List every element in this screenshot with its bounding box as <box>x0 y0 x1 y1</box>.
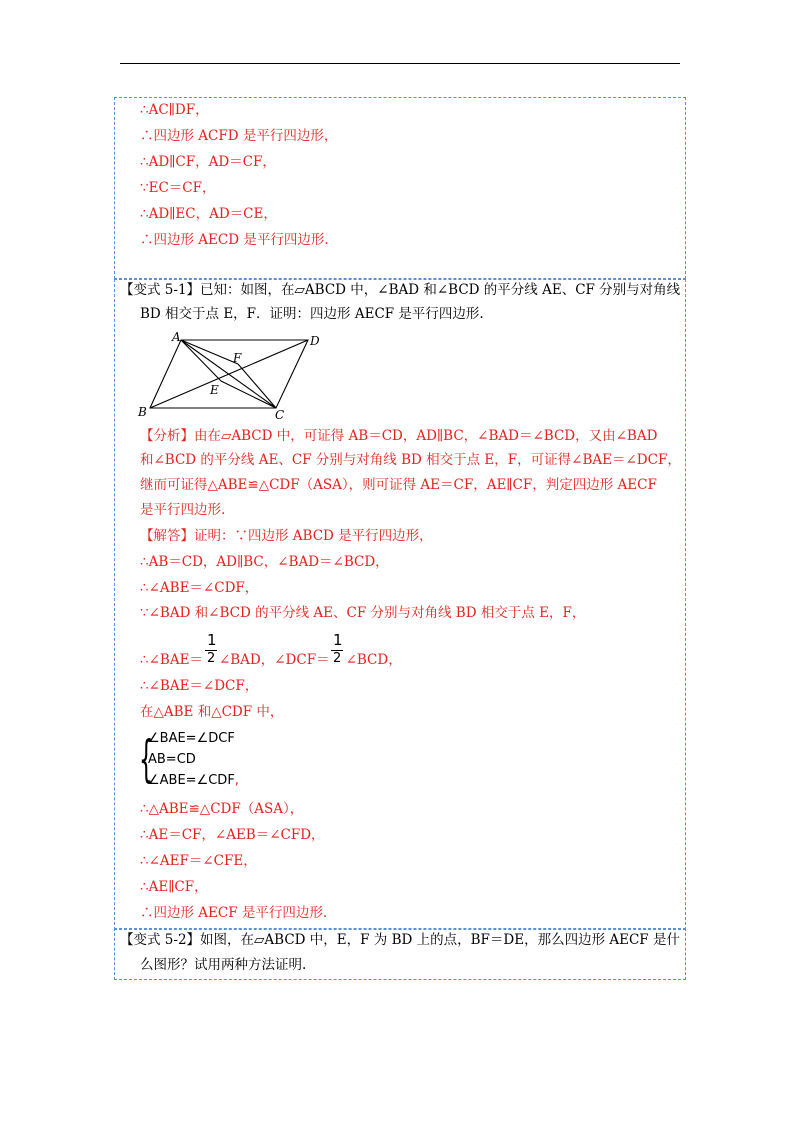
system-eq-3-comma: , <box>234 773 239 788</box>
problem-text: 已知：如图，在▱ABCD 中，∠BAD 和∠BCD 的平分线 AE、CF 分别与对角线 <box>200 282 681 298</box>
system-brace: { <box>139 730 154 788</box>
solution-text: ∠BAD，∠DCF＝ <box>218 652 330 668</box>
solution-text: ∴∠ABE＝∠CDF， <box>140 580 259 596</box>
solution-fraction-line <box>140 651 402 669</box>
proof-line: ∴AD∥EC，AD＝CE， <box>140 206 277 222</box>
fraction-numerator: 1 <box>207 631 217 649</box>
problem-statement <box>120 931 680 949</box>
solution-text: ∴∠AEF＝∠CFE， <box>140 853 257 869</box>
proof-line: ∴AD∥CF，AD＝CF， <box>140 154 276 170</box>
problem-text: 如图，在▱ABCD 中，E，F 为 BD 上的点，BF＝DE，那么四边形 AECF 是什 <box>200 932 680 948</box>
label-d: D <box>310 334 320 348</box>
solution-text: ∴△ABE≌△CDF（ASA）， <box>140 801 304 817</box>
proof-line: ∴四边形 ACFD 是平行四边形， <box>140 128 338 144</box>
solution-text: ∴AB＝CD，AD∥BC，∠BAD＝∠BCD， <box>140 554 389 570</box>
label-a: A <box>172 330 181 344</box>
proof-line: ∴AC∥DF， <box>140 102 209 118</box>
proof-line: ∵EC＝CF， <box>140 180 216 196</box>
analysis-tag: 【分析】 <box>140 428 194 444</box>
label-f: F <box>233 351 242 365</box>
problem-text: BD 相交于点 E，F．证明：四边形 AECF 是平行四边形. <box>140 306 484 322</box>
solution-text: ∴∠BAE＝∠DCF， <box>140 678 259 694</box>
system-eq-2: AB=CD <box>148 752 196 767</box>
problem-text: 么图形？试用两种方法证明. <box>140 957 307 973</box>
header-rule <box>120 63 680 64</box>
analysis-text: 是平行四边形. <box>140 502 226 518</box>
solution-text: 证明：∵四边形 ABCD 是平行四边形， <box>194 528 433 544</box>
problem-statement <box>120 281 680 299</box>
analysis-text: 继而可证得△ABE≌△CDF（ASA），则可证得 AE＝CF，AE∥CF，判定四边形 AECF <box>140 477 657 493</box>
label-c: C <box>275 408 285 420</box>
analysis-line <box>140 427 657 445</box>
system-eq-1: ∠BAE=∠DCF <box>148 731 235 746</box>
segment-cf <box>238 364 276 408</box>
analysis-text: 和∠BCD 的平分线 AE、CF 分别与对角线 BD 相交于点 E，F，可证得∠BAE＝∠DCF， <box>140 452 681 468</box>
analysis-text: 由在▱ABCD 中，可证得 AB＝CD，AD∥BC，∠BAD＝∠BCD，又由∠BAD <box>194 428 658 444</box>
diagonal-ac <box>181 340 276 408</box>
solution-text: ∠BCD， <box>345 652 402 668</box>
label-e: E <box>210 383 219 397</box>
fraction-denominator: 2 <box>207 651 216 666</box>
solution-tag: 【解答】 <box>140 528 194 544</box>
variant-tag: 【变式 5-1】 <box>120 282 201 298</box>
solution-line <box>140 527 433 545</box>
fraction-numerator: 1 <box>333 631 343 649</box>
solution-text: ∴四边形 AECF 是平行四边形. <box>140 905 328 921</box>
solution-text: ∴AE∥CF， <box>140 879 208 895</box>
solution-text: ∵∠BAD 和∠BCD 的平分线 AE、CF 分别与对角线 BD 相交于点 E，F， <box>140 605 586 621</box>
proof-line: ∴四边形 AECD 是平行四边形. <box>140 232 329 248</box>
variant-tag: 【变式 5-2】 <box>120 932 201 948</box>
system-eq-3 <box>148 773 239 789</box>
system-eq-3-text: ∠ABE=∠CDF <box>148 773 235 788</box>
segment-ec <box>221 381 276 408</box>
solution-text: ∴∠BAE＝ <box>140 652 203 668</box>
solution-text: 在△ABE 和△CDF 中， <box>140 704 284 720</box>
solution-text: ∴AE＝CF，∠AEB＝∠CFD， <box>140 827 325 843</box>
fraction-denominator: 2 <box>333 651 342 666</box>
label-b: B <box>138 405 147 419</box>
parallelogram-figure <box>136 330 326 420</box>
segment-ae <box>181 340 221 381</box>
